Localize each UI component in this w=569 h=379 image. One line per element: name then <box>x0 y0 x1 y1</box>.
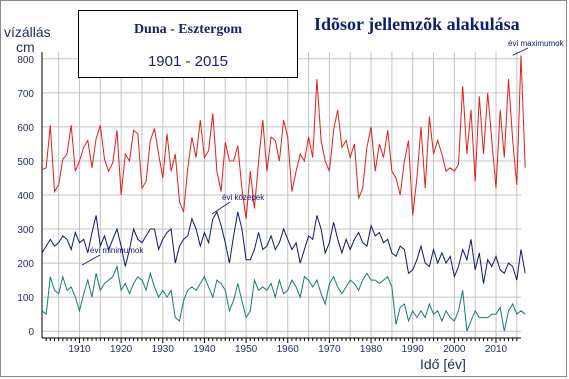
annotation-mean-leader <box>212 202 230 214</box>
y-tick-label: 200 <box>17 259 34 271</box>
x-axis-label: Idő [év] <box>420 356 466 372</box>
series-group <box>42 55 525 331</box>
x-tick-label: 1930 <box>151 344 174 355</box>
y-tick-label: 500 <box>17 156 34 168</box>
x-tick-label: 1970 <box>318 344 341 355</box>
annotation-min: évi minimumok <box>90 246 144 255</box>
series-line-maximum <box>42 55 525 218</box>
x-tick-label: 2000 <box>443 344 466 355</box>
period-label: 1901 - 2015 <box>147 53 229 70</box>
annotation-mean: évi közepek <box>222 193 265 202</box>
y-ticks <box>17 55 34 338</box>
annotation-max-leader <box>513 48 528 55</box>
grid-lines <box>42 52 521 338</box>
x-tick-label: 1910 <box>68 344 91 355</box>
x-tick-label: 1980 <box>359 344 383 355</box>
chart-title: Idõsor jellemzõk alakulása <box>314 14 520 34</box>
river-station-label: Duna - Esztergom <box>133 22 243 37</box>
y-tick-label: 300 <box>17 225 34 237</box>
x-ticks <box>46 338 517 355</box>
y-tick-label: 100 <box>17 293 34 305</box>
x-tick-label: 1940 <box>193 344 216 355</box>
info-box <box>78 10 298 78</box>
y-tick-label: 700 <box>17 88 34 100</box>
x-tick-label: 1950 <box>234 344 258 355</box>
annotation-max: évi maximumok <box>508 39 564 48</box>
y-tick-label: 600 <box>17 122 34 134</box>
x-tick-label: 1920 <box>110 344 133 355</box>
x-tick-label: 2010 <box>484 344 508 355</box>
y-tick-label: 800 <box>17 54 34 66</box>
x-tick-label: 1960 <box>276 344 299 355</box>
x-tick-label: 1990 <box>401 344 424 355</box>
y-axis-label-line2: cm <box>16 39 35 55</box>
series-line-minimum <box>42 267 525 332</box>
y-axis-label-line1: vízállás <box>4 24 51 40</box>
y-tick-label: 0 <box>28 327 34 339</box>
y-tick-label: 400 <box>17 191 34 202</box>
